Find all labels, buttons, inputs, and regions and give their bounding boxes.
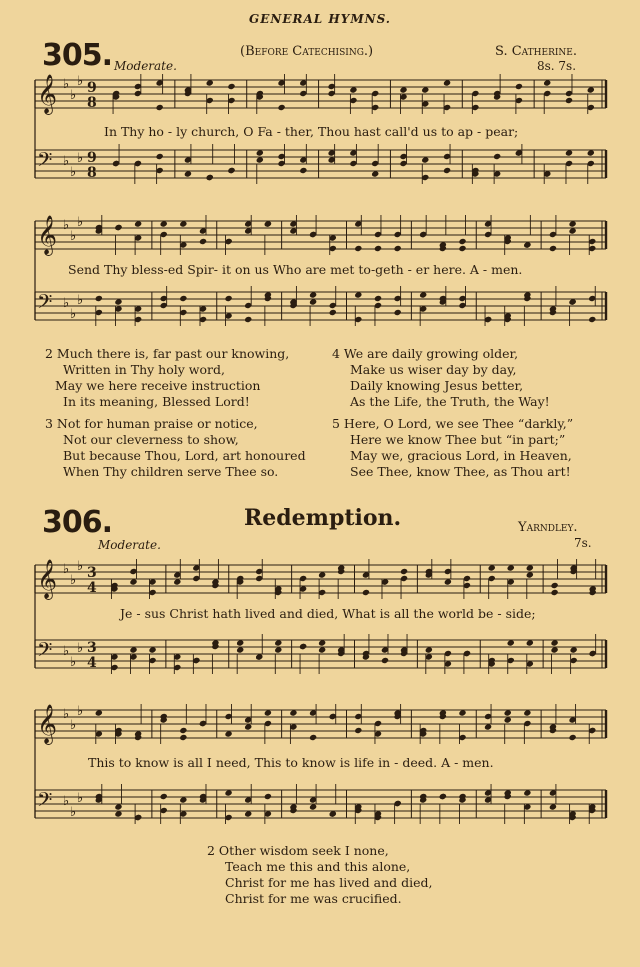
treble-clef-icon: 𝄞 xyxy=(37,215,58,255)
note-head xyxy=(179,727,187,734)
verse-line: Not our cleverness to show, xyxy=(63,432,239,447)
note-head xyxy=(550,589,558,596)
note-head xyxy=(236,646,244,653)
note-head xyxy=(114,803,122,810)
note-head xyxy=(374,245,382,252)
note-head xyxy=(515,83,523,90)
tune-name-306: Yarndley. xyxy=(518,520,578,535)
note-head xyxy=(523,789,531,796)
note-head xyxy=(256,156,264,163)
note-head xyxy=(484,723,492,730)
verse-line: As the Life, the Truth, the Way! xyxy=(350,394,550,409)
note-head xyxy=(526,571,534,578)
note-head xyxy=(309,734,317,741)
note-head xyxy=(264,709,272,716)
note-head xyxy=(568,298,576,305)
verse-line: Here we know Thee but “in part;” xyxy=(350,432,566,447)
note-head xyxy=(236,639,244,646)
note-head xyxy=(523,241,531,248)
note-head xyxy=(199,238,207,245)
note-head xyxy=(565,97,573,104)
time-signature-bottom: 4 xyxy=(87,580,97,596)
note-head xyxy=(588,316,596,323)
verse-line: May we here receive instruction xyxy=(55,378,261,393)
note-head xyxy=(114,810,122,817)
note-head xyxy=(568,227,576,234)
flat-icon: ♭ xyxy=(77,74,84,89)
meter-305: 8s. 7s. xyxy=(537,59,577,73)
bass-clef-icon: 𝄢 xyxy=(37,638,53,666)
note-head xyxy=(444,578,452,585)
verse-306-2 xyxy=(207,843,433,907)
note-head xyxy=(318,639,326,646)
note-head xyxy=(318,646,326,653)
note-head xyxy=(488,564,496,571)
note-head xyxy=(443,79,451,86)
flat-icon: ♭ xyxy=(70,718,77,733)
note-head xyxy=(299,167,307,174)
flat-icon: ♭ xyxy=(63,296,70,311)
note-head xyxy=(371,170,379,177)
verse-line: May we, gracious Lord, in Heaven, xyxy=(350,448,572,463)
flat-icon: ♭ xyxy=(63,707,70,722)
note-head xyxy=(224,295,232,302)
verse-line: Christ for me was crucified. xyxy=(225,891,402,906)
treble-clef-icon: 𝄞 xyxy=(37,559,58,599)
note-head xyxy=(354,291,362,298)
note-head xyxy=(425,646,433,653)
note-head xyxy=(309,298,317,305)
verse-line: When Thy children serve Thee so. xyxy=(63,464,279,479)
note-head xyxy=(95,295,103,302)
meter-306: 7s. xyxy=(574,536,592,550)
note-head xyxy=(565,149,573,156)
time-signature-bottom: 8 xyxy=(87,95,97,111)
flat-icon: ♭ xyxy=(70,573,77,588)
note-head xyxy=(550,582,558,589)
flat-icon: ♭ xyxy=(70,307,77,322)
lyrics-306-line1: Je - sus Christ hath lived and died, What is all the world be - side; xyxy=(120,606,536,621)
note-head xyxy=(255,653,263,660)
note-head xyxy=(156,153,164,160)
note-head xyxy=(354,727,362,734)
note-head xyxy=(264,220,272,227)
treble-clef-icon: 𝄞 xyxy=(37,704,58,744)
flat-icon: ♭ xyxy=(70,655,77,670)
note-head xyxy=(349,86,357,93)
note-head xyxy=(224,730,232,737)
note-head xyxy=(244,810,252,817)
occasion-305: (Before Catechising.) xyxy=(240,44,374,59)
lyrics-305-line1: In Thy ho - ly church, O Fa - ther, Thou hast call'd us to ap - pear; xyxy=(104,124,519,139)
verse-line: 3 Not for human praise or notice, xyxy=(45,416,258,431)
note-head xyxy=(507,639,515,646)
note-head xyxy=(419,291,427,298)
note-head xyxy=(329,309,337,316)
verse-line: 5 Here, O Lord, we see Thee “darkly,” xyxy=(332,416,574,431)
note-head xyxy=(504,716,512,723)
note-head xyxy=(568,734,576,741)
time-signature-top: 9 xyxy=(87,80,97,96)
time-signature-bottom: 4 xyxy=(87,655,97,671)
flat-icon: ♭ xyxy=(77,791,84,806)
verse-305-3 xyxy=(45,416,306,480)
note-head xyxy=(421,86,429,93)
note-head xyxy=(206,174,214,181)
note-head xyxy=(526,639,534,646)
flat-icon: ♭ xyxy=(77,215,84,230)
flat-icon: ♭ xyxy=(70,165,77,180)
note-head xyxy=(374,295,382,302)
verse-305-2 xyxy=(45,346,289,410)
note-head xyxy=(568,220,576,227)
note-head xyxy=(224,789,232,796)
note-head xyxy=(329,810,337,817)
note-head xyxy=(458,238,466,245)
note-head xyxy=(134,220,142,227)
note-head xyxy=(400,568,408,575)
bass-clef-icon: 𝄢 xyxy=(37,148,53,176)
note-head xyxy=(526,564,534,571)
verse-305-5 xyxy=(332,416,573,480)
verse-line: But because Thou, Lord, art honoured xyxy=(63,448,306,463)
flat-icon: ♭ xyxy=(63,218,70,233)
note-head xyxy=(184,170,192,177)
note-head xyxy=(587,86,595,93)
flat-icon: ♭ xyxy=(77,293,84,308)
time-signature-top: 3 xyxy=(87,565,97,581)
note-head xyxy=(277,104,285,111)
note-head xyxy=(274,639,282,646)
note-head xyxy=(504,709,512,716)
note-head xyxy=(381,657,389,664)
note-head xyxy=(493,153,501,160)
note-head xyxy=(549,803,557,810)
verse-line: Teach me this and this alone, xyxy=(225,859,411,874)
verse-305-4 xyxy=(332,346,550,410)
note-head xyxy=(160,793,168,800)
note-head xyxy=(244,316,252,323)
verse-line: 4 We are daily growing older, xyxy=(332,346,519,361)
tempo-306: Moderate. xyxy=(98,538,161,552)
note-head xyxy=(309,291,317,298)
flat-icon: ♭ xyxy=(63,77,70,92)
flat-icon: ♭ xyxy=(77,641,84,656)
treble-clef-icon: 𝄞 xyxy=(37,74,58,114)
note-head xyxy=(156,104,164,111)
note-head xyxy=(399,86,407,93)
bass-clef-icon: 𝄢 xyxy=(37,290,53,318)
note-head xyxy=(129,578,137,585)
note-head xyxy=(523,709,531,716)
flat-icon: ♭ xyxy=(77,559,84,574)
flat-icon: ♭ xyxy=(77,151,84,166)
flat-icon: ♭ xyxy=(70,805,77,820)
note-head xyxy=(587,149,595,156)
note-head xyxy=(550,646,558,653)
verse-line: Christ for me has lived and died, xyxy=(225,875,433,890)
note-head xyxy=(421,156,429,163)
note-head xyxy=(394,245,402,252)
note-head xyxy=(129,646,137,653)
note-head xyxy=(114,298,122,305)
verse-line: 2 Other wisdom seek I none, xyxy=(207,843,389,858)
note-head xyxy=(95,709,103,716)
note-head xyxy=(543,79,551,86)
note-head xyxy=(458,709,466,716)
tempo-305: Moderate. xyxy=(114,59,177,73)
hymn-number-305: 305. xyxy=(42,38,113,73)
flat-icon: ♭ xyxy=(70,88,77,103)
flat-icon: ♭ xyxy=(77,704,84,719)
note-head xyxy=(114,224,122,231)
note-head xyxy=(458,245,466,252)
note-head xyxy=(256,149,264,156)
bass-clef-icon: 𝄢 xyxy=(37,788,53,816)
time-signature-top: 3 xyxy=(87,640,97,656)
hymn-number-306: 306. xyxy=(42,505,113,540)
verse-line: Make us wiser day by day, xyxy=(350,362,517,377)
flat-icon: ♭ xyxy=(63,794,70,809)
note-head xyxy=(354,245,362,252)
note-head xyxy=(549,245,557,252)
note-head xyxy=(289,709,297,716)
note-head xyxy=(570,646,578,653)
tune-name-305: S. Catherine. xyxy=(495,44,577,59)
flat-icon: ♭ xyxy=(63,562,70,577)
page-header: GENERAL HYMNS. xyxy=(249,12,391,26)
note-head xyxy=(179,796,187,803)
verse-line: 2 Much there is, far past our knowing, xyxy=(45,346,290,361)
flat-icon: ♭ xyxy=(63,644,70,659)
note-head xyxy=(148,646,156,653)
note-head xyxy=(443,167,451,174)
flat-icon: ♭ xyxy=(63,154,70,169)
hymn-title-306: Redemption. xyxy=(244,505,402,531)
note-head xyxy=(160,220,168,227)
note-head xyxy=(309,803,317,810)
note-head xyxy=(227,83,235,90)
note-head xyxy=(274,646,282,653)
lyrics-305-line2: Send Thy bless-ed Spir- it on us Who are met to-geth - er here. A - men. xyxy=(68,262,523,277)
note-head xyxy=(299,643,307,650)
verse-line: In its meaning, Blessed Lord! xyxy=(63,394,250,409)
verse-line: See Thee, know Thee, as Thou art! xyxy=(350,464,571,479)
note-head xyxy=(318,571,326,578)
note-head xyxy=(206,79,214,86)
note-head xyxy=(173,578,181,585)
time-signature-top: 9 xyxy=(87,150,97,166)
flat-icon: ♭ xyxy=(70,229,77,244)
note-head xyxy=(362,589,370,596)
time-signature-bottom: 8 xyxy=(87,165,97,181)
note-head xyxy=(394,309,402,316)
note-head xyxy=(227,167,235,174)
note-head xyxy=(439,793,447,800)
note-head xyxy=(179,295,187,302)
note-head xyxy=(550,639,558,646)
verse-line: Daily knowing Jesus better, xyxy=(350,378,524,393)
verse-line: Written in Thy holy word, xyxy=(63,362,225,377)
note-head xyxy=(507,564,515,571)
lyrics-306-line2: This to know is all I need, This to know is life in - deed. A - men. xyxy=(88,755,494,770)
note-head xyxy=(244,723,252,730)
note-head xyxy=(179,734,187,741)
note-head xyxy=(179,220,187,227)
note-head xyxy=(264,793,272,800)
